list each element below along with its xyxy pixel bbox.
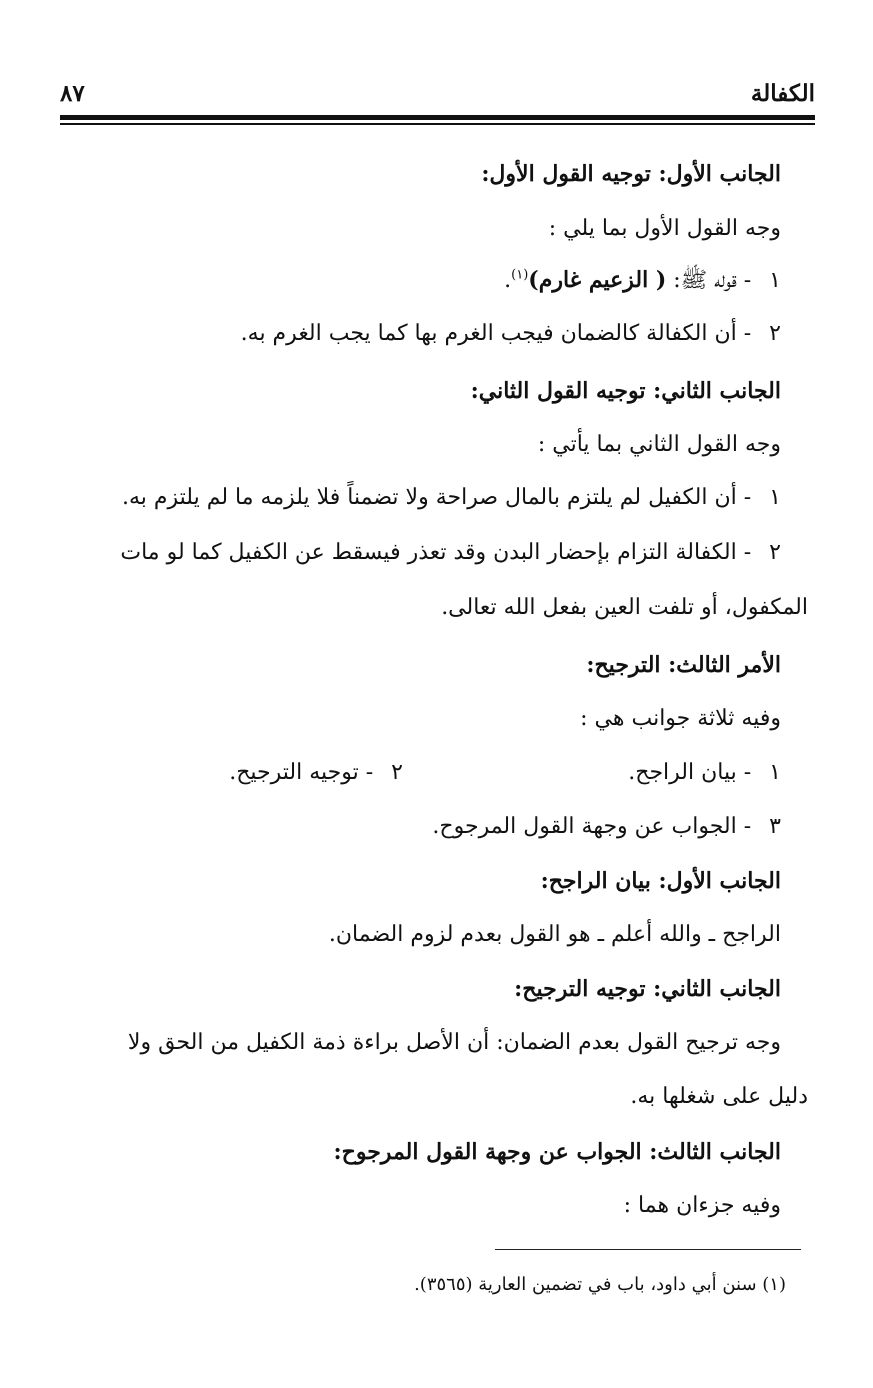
heading-first-aspect-preferred: الجانب الأول: بيان الراجح: (540, 868, 781, 894)
list-number: ٢ (769, 540, 781, 565)
page-header (60, 78, 815, 110)
paragraph-line: وجه ترجيح القول بعدم الضمان: أن الأصل براءة ذمة الكفيل من الحق ولا (127, 1030, 781, 1055)
hadith-quote: ( الزعيم غارم) (528, 267, 667, 293)
chapter-title: الكفالة (750, 80, 815, 107)
heading-first-aspect: الجانب الأول: توجيه القول الأول: (481, 161, 781, 187)
paragraph-line: المكفول، أو تلفت العين بفعل الله تعالى. (441, 595, 808, 620)
list-text: - الجواب عن وجهة القول المرجوح. (432, 814, 752, 839)
footnote-separator (495, 1249, 801, 1250)
list-number: ٣ (769, 814, 781, 839)
list-item (122, 476, 781, 520)
list-item (120, 531, 781, 575)
footnote-marker[interactable]: (١) (511, 267, 529, 283)
list-number: ٢ (391, 760, 403, 785)
paragraph-line: الراجح ـ والله أعلم ـ هو القول بعدم لزوم الضمان. (328, 922, 781, 947)
paragraph-line: وفيه جزءان هما : (623, 1193, 781, 1218)
heading-second-aspect: الجانب الثاني: توجيه القول الثاني: (470, 378, 781, 404)
list-number: ١ (769, 760, 781, 785)
paragraph-line: وفيه ثلاثة جوانب هي : (580, 706, 781, 731)
header-rule-thin (60, 123, 815, 125)
header-rule-thick (60, 115, 815, 120)
list-item (229, 751, 403, 795)
list-text-end: . (504, 268, 512, 293)
list-text: - أن الكفالة كالضمان فيجب الغرم بها كما يجب الغرم به. (240, 321, 752, 346)
list-item (432, 805, 781, 849)
list-item (628, 751, 781, 795)
paragraph-line: وجه القول الأول بما يلي : (548, 216, 781, 241)
list-text: - أن الكفيل لم يلتزم بالمال صراحة ولا تضمناً فلا يلزمه ما لم يلتزم به. (122, 485, 752, 510)
list-number: ١ (769, 268, 781, 293)
list-number: ١ (769, 485, 781, 510)
heading-third-aspect-response: الجانب الثالث: الجواب عن وجهة القول المرجوح: (333, 1139, 781, 1165)
list-text: - بيان الراجح. (628, 760, 752, 785)
heading-third-matter: الأمر الثالث: الترجيح: (586, 652, 781, 678)
list-item (241, 312, 781, 356)
page-number: ٨٧ (60, 80, 85, 107)
heading-second-aspect-justification: الجانب الثاني: توجيه الترجيح: (514, 976, 781, 1002)
paragraph-line: دليل على شغلها به. (630, 1084, 808, 1109)
list-number: ٢ (769, 321, 781, 346)
list-item (504, 258, 781, 302)
list-text: - قوله ﷺ: (666, 268, 752, 293)
list-text: - الكفالة التزام بإحضار البدن وقد تعذر فيسقط عن الكفيل كما لو مات (120, 540, 752, 565)
list-text: - توجيه الترجيح. (229, 760, 374, 785)
paragraph-line: وجه القول الثاني بما يأتي : (537, 432, 781, 457)
footnote: (١) سنن أبي داود، باب في تضمين العارية (٣٥٦٥). (414, 1274, 786, 1295)
